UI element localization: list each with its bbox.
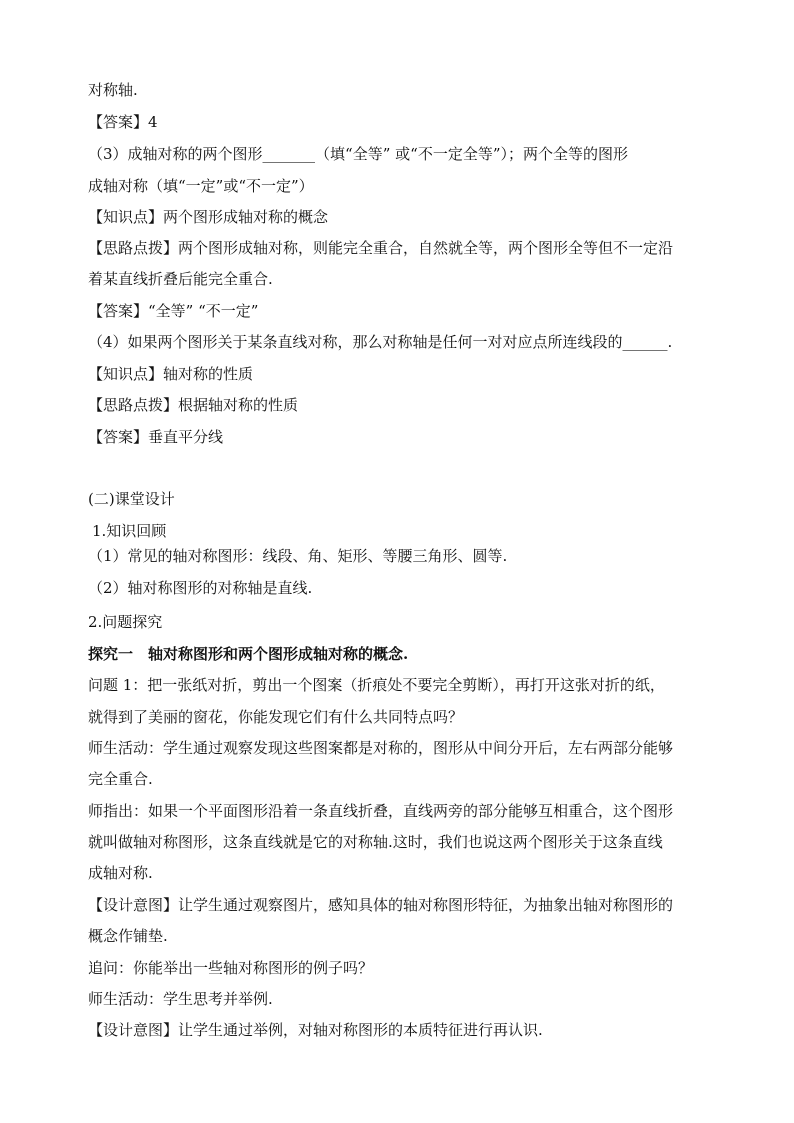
text-line: （1）常见的轴对称图形：线段、角、矩形、等腰三角形、圆等. [88, 547, 508, 565]
design-intent-line: 【设计意图】让学生通过举例，对轴对称图形的本质特征进行再认识. [88, 1021, 543, 1039]
text-line: 成轴对称（填“一定”或“不一定”） [88, 177, 314, 195]
subsection-heading: 1.知识回顾 [92, 522, 167, 540]
activity-line: 师生活动：学生思考并举例. [88, 990, 273, 1008]
text-line: 就得到了美丽的窗花，你能发现它们有什么共同特点吗？ [88, 708, 464, 726]
question-line: （4）如果两个图形关于某条直线对称，那么对称轴是任何一对对应点所连线段的______. [88, 333, 673, 351]
question-line: （3）成轴对称的两个图形_______（填“全等” 或“不一定全等”）；两个全等的图形 [88, 145, 628, 163]
text-line: 师指出：如果一个平面图形沿着一条直线折叠，直线两旁的部分能够互相重合，这个图形 [88, 802, 674, 820]
knowledge-point-line: 【知识点】轴对称的性质 [88, 365, 254, 383]
question-line: 问题 1：把一张纸对折，剪出一个图案（折痕处不要完全剪断），再打开这张对折的纸， [88, 676, 665, 694]
hint-line: 【思路点拨】两个图形成轴对称，则能完全重合，自然就全等，两个图形全等但不一定沿 [88, 239, 674, 257]
activity-line: 师生活动：学生通过观察发现这些图案都是对称的，图形从中间分开后，左右两部分能够 [88, 739, 674, 757]
text-line: 完全重合. [88, 770, 153, 788]
hint-line: 【思路点拨】根据轴对称的性质 [88, 396, 299, 414]
text-line: 成轴对称. [88, 864, 153, 882]
text-line: 对称轴. [88, 81, 138, 99]
knowledge-point-line: 【知识点】两个图形成轴对称的概念 [88, 208, 329, 226]
answer-line: 【答案】“全等” “不一定” [88, 302, 259, 320]
text-line: 着某直线折叠后能完全重合. [88, 270, 273, 288]
design-intent-line: 【设计意图】让学生通过观察图片，感知具体的轴对称图形特征，为抽象出轴对称图形的 [88, 896, 674, 914]
follow-up-question: 追问：你能举出一些轴对称图形的例子吗？ [88, 959, 374, 977]
section-heading: (二)课堂设计 [88, 490, 175, 508]
answer-line: 【答案】垂直平分线 [88, 428, 224, 446]
text-line: 就叫做轴对称图形，这条直线就是它的对称轴.这时，我们也说这两个图形关于这条直线 [88, 833, 663, 851]
exploration-heading: 探究一 轴对称图形和两个图形成轴对称的概念. [88, 645, 409, 663]
answer-line: 【答案】4 [88, 113, 158, 131]
text-line: （2）轴对称图形的对称轴是直线. [88, 579, 313, 597]
subsection-heading: 2.问题探究 [88, 613, 163, 631]
text-line: 概念作铺垫. [88, 927, 168, 945]
